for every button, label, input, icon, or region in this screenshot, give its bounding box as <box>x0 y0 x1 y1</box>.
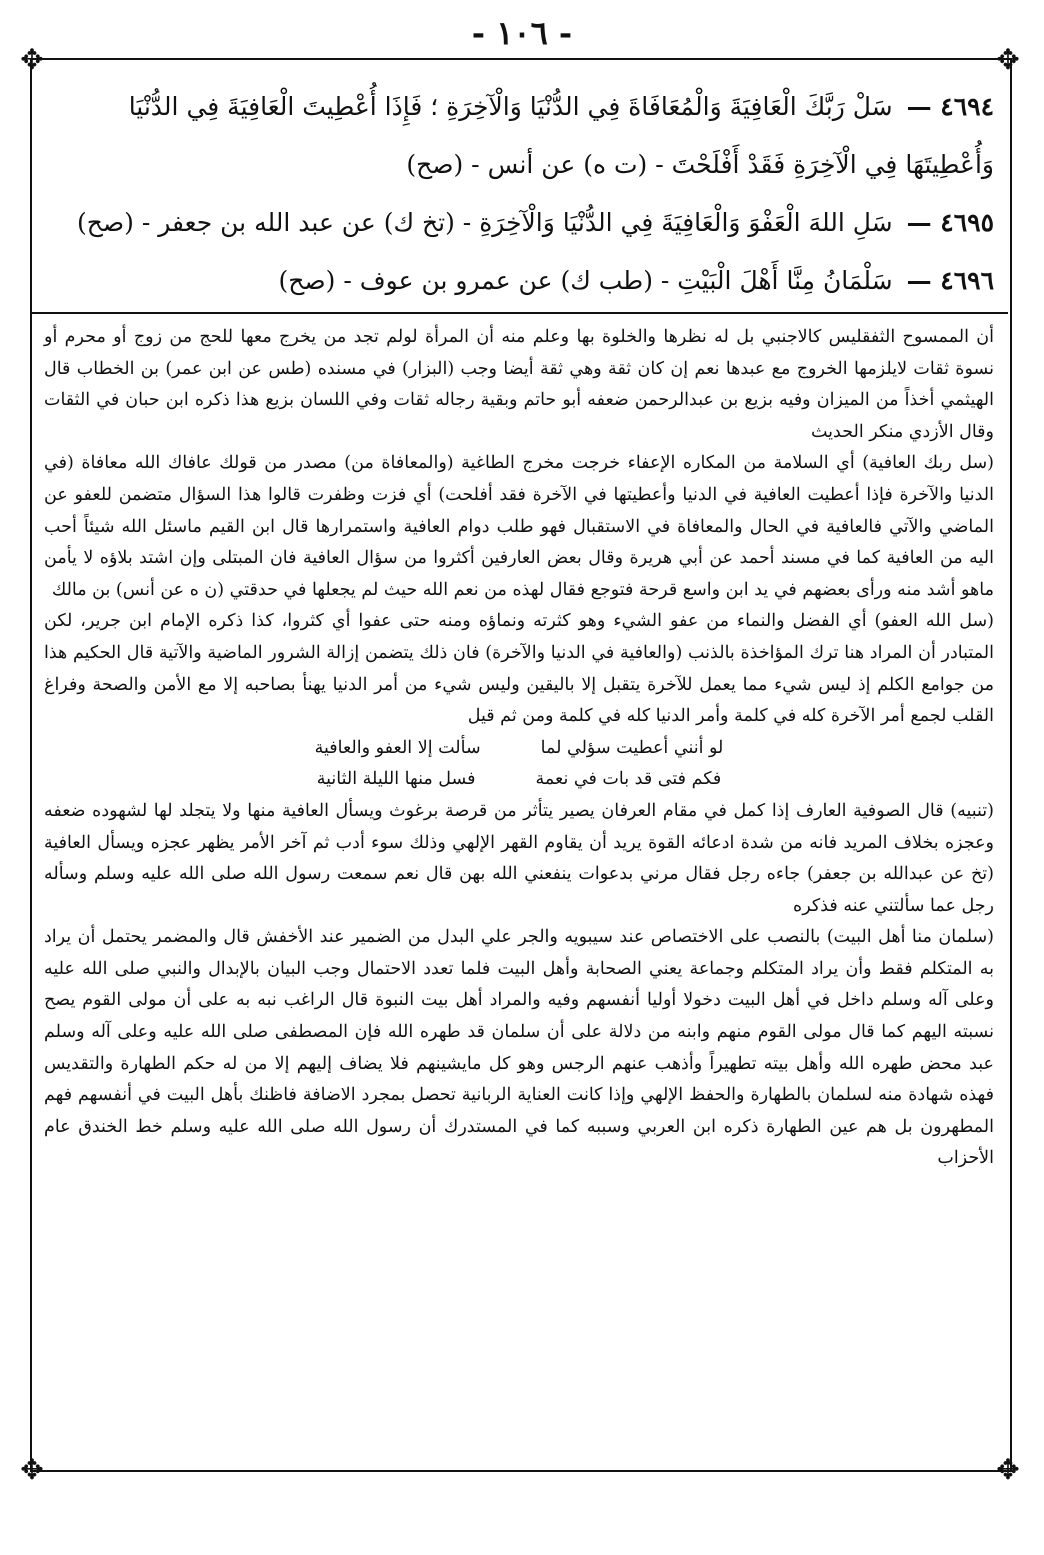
hadith-text: سَلْمَانُ مِنَّا أَهْلَ الْبَيْتِ - (طب ك) عن عمرو بن عوف - (صح) <box>278 266 893 295</box>
hadith-4694 <box>44 78 994 194</box>
poem-hemistich-first: فكم فتى قد بات في نعمة <box>535 769 722 790</box>
poem-hemistich-second: سألت إلا العفو والعافية <box>314 737 481 758</box>
hadith-number: ٤٦٩٥ — <box>906 208 994 237</box>
corner-ornament-icon: ✥ <box>996 43 1020 76</box>
hadith-4696 <box>44 252 994 310</box>
commentary <box>44 322 994 1175</box>
commentary-paragraph: (سل ربك العافية) أي السلامة من المكاره الإعفاء خرجت مخرج الطاغية (والمعافاة من) مصدر من قولك عافاك الله معافاة (في الدنيا والآخرة فإذا أعطيت العافية في الدنيا وأعطيتها في الآخرة فقد أفلحت) أي فزت وظفرت قالوا هذا السؤال متضمن للعفو عن الماضي والآتي فالعافية في الحال والمعافاة في الاستقبال فهو طلب دوام العافية واستمرارها قال ابن القيم ماسئل الله شيئاً أحب اليه من العافية كما في مسند أحمد عن أبي هريرة وقال بعض العارفين أكثروا من سؤال العافية فان المبتلى وإن اشتد بلاؤه لا يأمن ماهو أشد منه ورأى بعضهم في يد ابن واسع قرحة فتوجع فقال لهذه من نعم الله حيث لم يجعلها في حدقتي (ن ه عن أنس) بن مالك <box>44 453 994 600</box>
poem-verse <box>44 733 994 765</box>
poem-hemistich-first: لو أنني أعطيت سؤلي لما <box>540 737 724 758</box>
hadith-block <box>44 78 994 310</box>
poem-hemistich-second: فسل منها الليلة الثانية <box>316 769 476 790</box>
commentary-paragraph: أن الممسوح الثفقليس كالاجنبي بل له نظرها والخلوة بها وعلم منه أن المرأة لولم تجد من يخرج معها للحج من زوج أو محرم أو نسوة ثقات لايلزمها الخروج مع عبدها نعم إن كان ثقة وهي ثقة أيضا وجب (البزار) في مسنده (طس عن ابن عمر) بن الخطاب قال الهيثمي أخذاً من الميزان وفيه بزيع بن عبدالرحمن ضعفه أبو حاتم وبقية رجاله ثقات وفي اللسان بزيع هذا ذكره ابن حبان في الثقات وقال الأزدي منكر الحديث <box>44 327 994 442</box>
corner-ornament-icon: ✥ <box>20 1453 44 1486</box>
hadith-number: ٤٦٩٦ — <box>906 266 994 295</box>
commentary-paragraph: (تنبيه) قال الصوفية العارف إذا كمل في مقام العرفان يصير يتأثر من قرصة برغوث ويسأل العافية منها ولا يتجلد لها لشهوده ضعفه وعجزه بخلاف المريد فانه من شدة ادعائه القوة يريد أن يقاوم القهر الإلهي وذلك سوء أدب ثم آخر الأمر يظهر عجزه ويسأل العافية (تخ عن عبدالله بن جعفر) جاءه رجل فقال مرني بدعوات ينفعني الله بهن قال نعم سمعت رسول الله صلى الله عليه وسلم وسأله رجل عما سألتني عنه فذكره <box>44 800 994 916</box>
hadith-text: سَلْ رَبَّكَ الْعَافِيَةَ وَالْمُعَافَاةَ فِي الدُّنْيَا وَالْآخِرَةِ ؛ فَإِذَا أُعْطِيتَ الْعَافِيَةَ فِي الدُّنْيَا وَأُعْطِيتَهَا فِي الْآخِرَةِ فَقَدْ أَفْلَحْتَ - (ت ه) عن أنس - (صح) <box>128 92 994 179</box>
commentary-paragraph: (سلمان منا أهل البيت) بالنصب على الاختصاص عند سيبويه والجر علي البدل من الضمير عند الأخفش قال والمضمر يحتمل أن يراد به المتكلم فقط وأن يراد المتكلم وجماعة يعني الصحابة وأهل البيت فلما تعدد الاحتمال وجب البيان بالإبدال والنبي صلى الله عليه وعلى آله وسلم داخل في أهل البيت دخولا أوليا أنفسهم وفيه والمراد أهل بيت النبوة قال الراغب نبه به على أن مولى القوم يصح نسبته اليهم كما قال مولى القوم منهم وابنه من دلالة على أن سلمان قد طهره الله فإن المصطفى صلى الله عليه وعلى آله وسلم عبد محض طهره الله وأهل بيته تطهيراً وأذهب عنهم الرجس وهو كل مايشينهم فلا يضاف إليهم إلا من له حكم الطهارة والتقديس فهذه شهادة منه لسلمان بالطهارة والحفظ الإلهي وإذا كانت العناية الربانية تحصل بمجرد الاضافة فاظنك بأهل البيت في أنفسهم فهم المطهرون بل هم عين الطهارة ذكره ابن العربي وسببه كما في المستدرك أن رسول الله صلى الله عليه وسلم خط الخندق عام الأحزاب <box>44 927 994 1169</box>
corner-ornament-icon: ✥ <box>20 43 44 76</box>
poem <box>44 733 994 796</box>
corner-ornament-icon: ✥ <box>996 1453 1020 1486</box>
commentary-paragraph: (سل الله العفو) أي الفضل والنماء من عفو الشيء وهو كثرته ونماؤه ومنه حتى عفوا أي كثروا، كذا ذكره الإمام ابن جرير، لكن المتبادر أن المراد هنا ترك المؤاخذة بالذنب (والعافية في الدنيا والآخرة) فان ذلك يتضمن إزالة الشرور الماضية والآتية قال الحكيم هذا من جوامع الكلم إذ ليس شيء مما يعمل للآخرة يتقبل إلا باليقين وليس شيء من أمر الدنيا يهنأ بصاحبه إلا مع الأمن والصحة وفراغ القلب لجمع أمر الآخرة كله في كلمة وأمر الدنيا كله في كلمة ومن ثم قيل <box>44 611 994 727</box>
section-divider <box>32 312 1008 314</box>
hadith-text: سَلِ اللهَ الْعَفْوَ وَالْعَافِيَةَ فِي الدُّنْيَا وَالْآخِرَةِ - (تخ ك) عن عبد الله بن جعفر - (صح) <box>77 208 893 237</box>
page-number: - ١٠٦ - <box>471 14 573 52</box>
poem-verse <box>44 764 994 796</box>
hadith-number: ٤٦٩٤ — <box>906 92 994 121</box>
hadith-4695 <box>44 194 994 252</box>
